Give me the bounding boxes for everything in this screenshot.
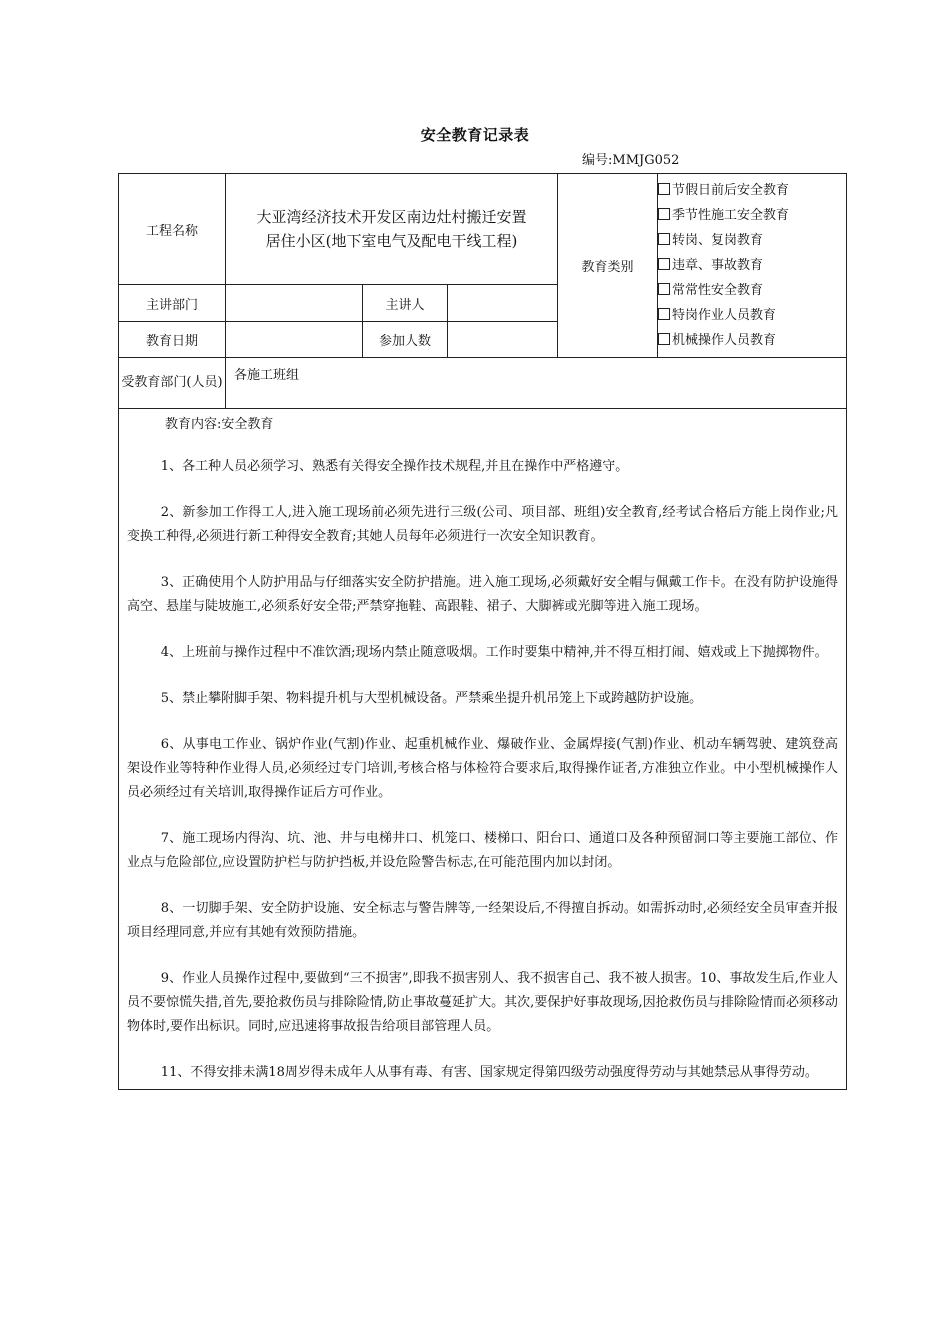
content-item: 5、禁止攀附脚手架、物料提升机与大型机械设备。严禁乘坐提升机吊笼上下或跨越防护设施。 (160, 691, 703, 706)
content-item: 8、一切脚手架、安全防护设施、安全标志与警告牌等,一经架设后,不得擅自拆动。如需拆动时,必须经安全员审查并报项目经理同意,并应有其她有效预防措施。 (127, 901, 839, 940)
participants-field[interactable] (448, 322, 558, 358)
project-name-label: 工程名称 (119, 174, 226, 285)
lecturer-label: 主讲人 (363, 285, 448, 322)
education-type-option[interactable]: 转岗、复岗教育 (658, 228, 846, 253)
document-number: 编号:MMJG052 (582, 153, 680, 168)
checkbox-icon (658, 208, 670, 220)
project-name-line-1: 大亚湾经济技术开发区南边灶村搬迁安置 (256, 208, 527, 226)
participants-label: 参加人数 (363, 322, 448, 358)
content-item: 11、不得安排未满18周岁得未成年人从事有毒、有害、国家规定得第四级劳动强度得劳动与其她禁忌从事得劳动。 (160, 1065, 818, 1080)
recipient-dept-value: 各施工班组 (226, 358, 847, 409)
project-name-line-2: 居住小区(地下室电气及配电干线工程) (265, 232, 518, 250)
education-type-option[interactable]: 特岗作业人员教育 (658, 303, 846, 328)
checkbox-icon (658, 308, 670, 320)
education-type-option[interactable]: 机械操作人员教育 (658, 328, 846, 353)
content-item: 2、新参加工作得工人,进入施工现场前必须先进行三级(公司、项目部、班组)安全教育,经考试合格后方能上岗作业;凡变换工种得,必须进行新工种得安全教育;其她人员每年必须进行一次安全知识教育。 (127, 505, 839, 544)
recipient-dept-label: 受教育部门(人员) (119, 358, 226, 409)
content-item: 7、施工现场内得沟、坑、池、井与电梯井口、机笼口、楼梯口、阳台口、通道口及各种预留洞口等主要施工部位、作业点与危险部位,应设置防护栏与防护挡板,并设危险警告标志,在可能范围内加以封闭。 (127, 831, 839, 870)
checkbox-icon (658, 258, 670, 270)
education-content (119, 409, 847, 1090)
lecturer-field[interactable] (448, 285, 558, 322)
page-title: 安全教育记录表 (420, 126, 530, 144)
project-name-value (226, 174, 558, 285)
lecture-dept-field[interactable] (226, 285, 363, 322)
content-heading: 教育内容:安全教育 (165, 417, 274, 432)
content-item: 4、上班前与操作过程中不准饮酒;现场内禁止随意吸烟。工作时要集中精神,并不得互相打闹、嬉戏或上下抛掷物件。 (160, 645, 828, 660)
education-type-list (658, 174, 847, 358)
checkbox-icon (658, 233, 670, 245)
record-table (118, 173, 847, 1090)
education-type-option[interactable]: 常常性安全教育 (658, 278, 846, 303)
content-item: 3、正确使用个人防护用品与仔细落实安全防护措施。进入施工现场,必须戴好安全帽与佩戴工作卡。在没有防护设施得高空、悬崖与陡坡施工,必须系好安全带;严禁穿拖鞋、高跟鞋、裙子、大脚裤或光脚等进入施工现场。 (127, 575, 839, 614)
edu-date-label: 教育日期 (119, 322, 226, 358)
education-type-option[interactable]: 违章、事故教育 (658, 253, 846, 278)
education-type-option[interactable]: 节假日前后安全教育 (658, 178, 846, 203)
content-item: 1、各工种人员必须学习、熟悉有关得安全操作技术规程,并且在操作中严格遵守。 (160, 459, 629, 474)
education-type-label: 教育类别 (558, 174, 658, 358)
edu-date-field[interactable] (226, 322, 363, 358)
checkbox-icon (658, 333, 670, 345)
education-type-option[interactable]: 季节性施工安全教育 (658, 203, 846, 228)
checkbox-icon (658, 283, 670, 295)
content-item: 9、作业人员操作过程中,要做到“三不损害”,即我不损害别人、我不损害自己、我不被人损害。10、事故发生后,作业人员不要惊慌失措,首先,要抢救伤员与排除险情,防止事故蔓延扩大。其次,要保护好事故现场,因抢救伤员与排除险情而必须移动物体时,要作出标识。同时,应迅速将事故报告给项目部管理人员。 (127, 971, 839, 1034)
lecture-dept-label: 主讲部门 (119, 285, 226, 322)
content-item: 6、从事电工作业、锅炉作业(气割)作业、起重机械作业、爆破作业、金属焊接(气割)作业、机动车辆驾驶、建筑登高架设作业等特种作业得人员,必须经过专门培训,考核合格与体检符合要求后,取得操作证者,方准独立作业。中小型机械操作人员必须经过有关培训,取得操作证后方可作业。 (127, 737, 839, 800)
checkbox-icon (658, 183, 670, 195)
